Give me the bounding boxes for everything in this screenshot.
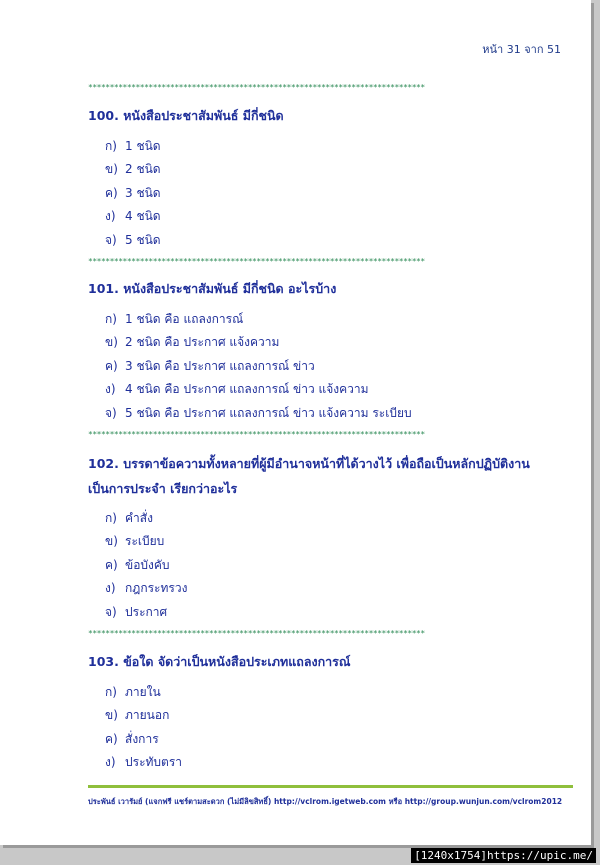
option [105, 706, 169, 725]
option-letter: ง) [105, 755, 116, 769]
option-text: 1 ชนิด คือ แถลงการณ์ [125, 312, 244, 326]
option [105, 683, 161, 702]
option-text: 4 ชนิด [125, 209, 161, 223]
option-letter: จ) [105, 605, 117, 619]
option [105, 404, 412, 423]
option-letter: ง) [105, 382, 116, 396]
footer-credits: ประพันธ์ เวารัมย์ (แจกฟรี แชร์ตามสะดวก (ไม่มีลิขสิทธิ์) http://vclrom.igetweb.com หรือ http://group.wunjun.com/vclrom2012 [88, 797, 563, 806]
option [105, 333, 279, 352]
option-text: ภายใน [125, 685, 161, 699]
option-letter: ก) [105, 139, 117, 153]
option-letter: ค) [105, 359, 118, 373]
question-103: 103. ข้อใด จัดว่าเป็นหนังสือประเภทแถลงการณ์ [88, 654, 351, 669]
option [105, 730, 159, 749]
option-letter: ค) [105, 558, 118, 572]
option [105, 556, 170, 575]
option-text: คำสั่ง [125, 511, 153, 525]
option-letter: ก) [105, 312, 117, 326]
option [105, 753, 182, 772]
option-text: 5 ชนิด คือ ประกาศ แถลงการณ์ ข่าว แจ้งความ ระเบียบ [125, 406, 412, 420]
separator: ****************************************************************************** [88, 83, 425, 92]
page-number: หน้า 31 จาก 51 [482, 43, 561, 56]
option-letter: จ) [105, 406, 117, 420]
option [105, 207, 161, 226]
option-text: 2 ชนิด [125, 162, 161, 176]
option-letter: จ) [105, 233, 117, 247]
option-text: 4 ชนิด คือ ประกาศ แถลงการณ์ ข่าว แจ้งความ [125, 382, 369, 396]
option-text: ประกาศ [125, 605, 168, 619]
option-letter: ข) [105, 162, 118, 176]
question-101: 101. หนังสือประชาสัมพันธ์ มีกี่ชนิด อะไรบ้าง [88, 281, 337, 296]
option-text: 2 ชนิด คือ ประกาศ แจ้งความ [125, 335, 280, 349]
option-text: ประทับตรา [125, 755, 183, 769]
option-letter: ง) [105, 581, 116, 595]
option-letter: ก) [105, 511, 117, 525]
option-letter: ค) [105, 732, 118, 746]
option [105, 231, 161, 250]
option-letter: ก) [105, 685, 117, 699]
option-letter: ข) [105, 708, 118, 722]
option-text: 5 ชนิด [125, 233, 161, 247]
option-text: ภายนอก [125, 708, 170, 722]
question-100: 100. หนังสือประชาสัมพันธ์ มีกี่ชนิด [88, 108, 284, 123]
option-text: กฎกระทรวง [125, 581, 188, 595]
footer-divider [88, 785, 573, 788]
option [105, 532, 164, 551]
option-text: ข้อบังคับ [125, 558, 170, 572]
option-letter: ข) [105, 335, 118, 349]
option-text: 3 ชนิด คือ ประกาศ แถลงการณ์ ข่าว [125, 359, 315, 373]
option-text: 1 ชนิด [125, 139, 161, 153]
option [105, 579, 187, 598]
option [105, 137, 161, 156]
image-source-stamp: [1240x1754]https://upic.me/ [411, 848, 596, 863]
option-letter: ง) [105, 209, 116, 223]
option-letter: ค) [105, 186, 118, 200]
question-102: 102. บรรดาข้อความทั้งหลายที่ผู้มีอำนาจหน้าที่ได้วางไว้ เพื่อถือเป็นหลักปฏิบัติงาน เป็นการประจำ เรียกว่าอะไร [88, 456, 530, 496]
option [105, 357, 315, 376]
option-text: ระเบียบ [125, 534, 165, 548]
option [105, 509, 153, 528]
option [105, 184, 161, 203]
option [105, 310, 243, 329]
option-letter: ข) [105, 534, 118, 548]
option-text: 3 ชนิด [125, 186, 161, 200]
option [105, 603, 167, 622]
option [105, 380, 369, 399]
option [105, 160, 161, 179]
separator: ****************************************************************************** [88, 430, 425, 439]
separator: ****************************************************************************** [88, 257, 425, 266]
separator: ****************************************************************************** [88, 629, 425, 638]
option-text: สั่งการ [125, 732, 159, 746]
